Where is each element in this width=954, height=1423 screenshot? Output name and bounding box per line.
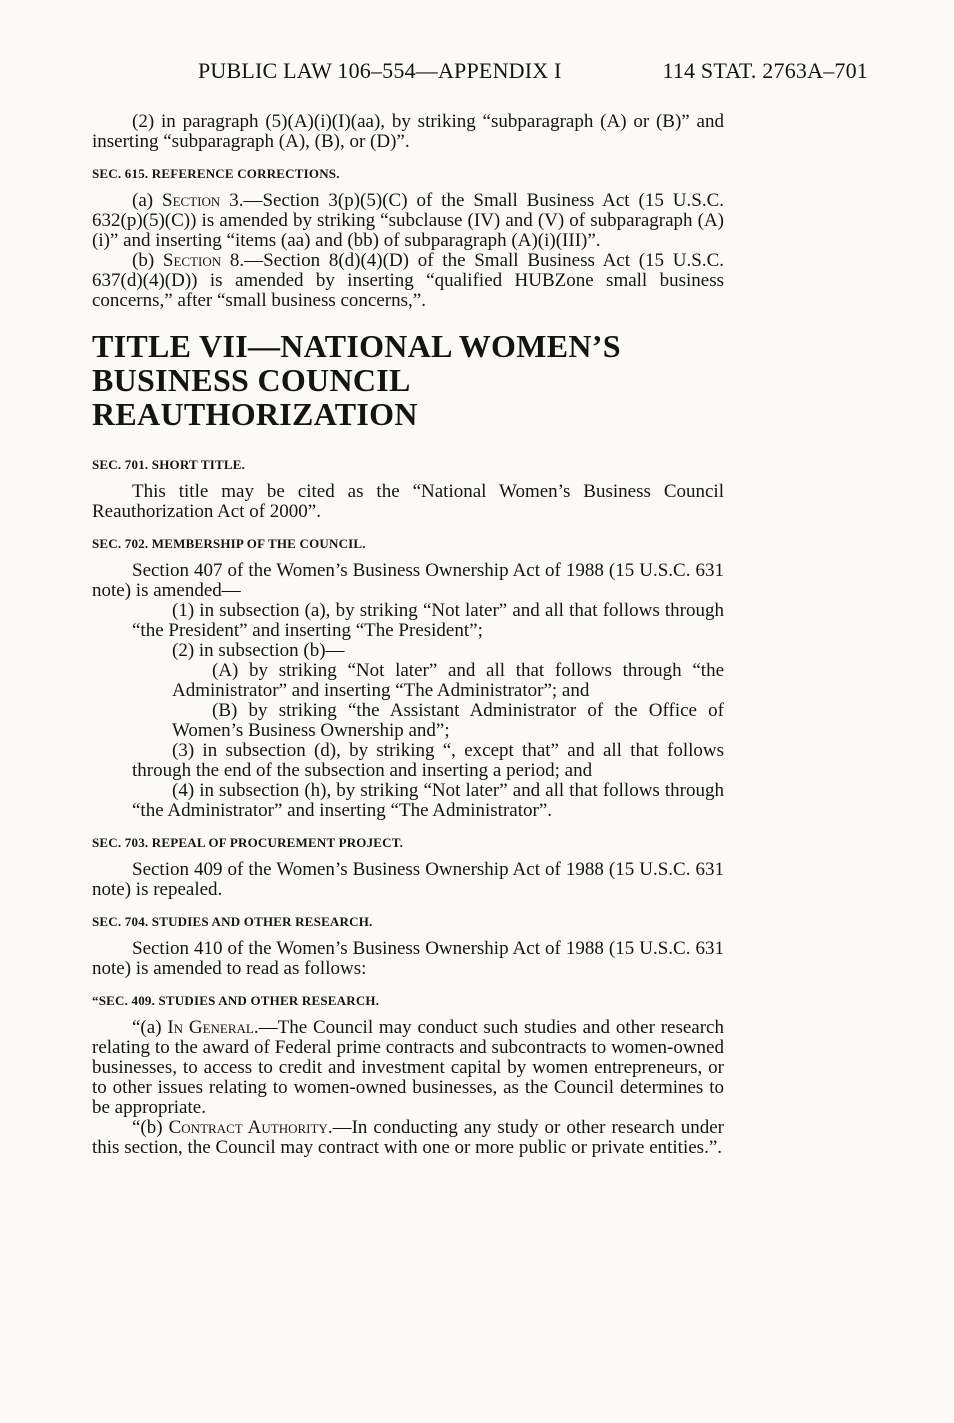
section-409-b: “(b) Contract Authority.—In conducting any study or other research under this section, the Council may contract with one or more public or private entities.”. [92,1117,725,1158]
section-702-intro: Section 407 of the Women’s Business Ownership Act of 1988 (15 U.S.C. 631 note) is amended— [92,560,724,601]
section-703-heading: SEC. 703. REPEAL OF PROCUREMENT PROJECT. [92,835,404,850]
section-701-heading: SEC. 701. SHORT TITLE. [92,457,246,472]
section-615-heading: SEC. 615. REFERENCE CORRECTIONS. [92,166,340,181]
section-702-item-1: (1) in subsection (a), by striking “Not later” and all that follows through “the President” and inserting “The President”; [132,600,724,641]
paragraph-2-amendment: (2) in paragraph (5)(A)(i)(I)(aa), by striking “subparagraph (A) or (B)” and inserting “subparagraph (A), (B), or (D)”. [92,111,724,152]
section-409-heading: “SEC. 409. STUDIES AND OTHER RESEARCH. [92,993,380,1008]
section-702-item-4: (4) in subsection (h), by striking “Not later” and all that follows through “the Administrator” and inserting “The Administrator”. [132,780,724,821]
section-702-item-2A: (A) by striking “Not later” and all that follows through “the Administrator” and inserting “The Administrator”; and [172,660,724,701]
section-702-item-2: (2) in subsection (b)— [172,640,345,661]
section-409-a: “(a) In General.—The Council may conduct such studies and other research relating to the award of Federal prime contracts and subcontracts to women-owned businesses, to access to credit and investment capital by women entrepreneurs, or to other issues relating to women-owned businesses, as the Council determines to be appropriate. [92,1017,724,1118]
section-702-item-2B: (B) by striking “the Assistant Administrator of the Office of Women’s Business Ownership and”; [172,700,724,741]
section-701-text: This title may be cited as the “National Women’s Business Council Reauthorization Act of 2000”. [92,481,724,522]
section-704-text: Section 410 of the Women’s Business Ownership Act of 1988 (15 U.S.C. 631 note) is amended to read as follows: [92,938,724,979]
section-702-heading: SEC. 702. MEMBERSHIP OF THE COUNCIL. [92,536,366,551]
section-704-heading: SEC. 704. STUDIES AND OTHER RESEARCH. [92,914,373,929]
section-702-item-3: (3) in subsection (d), by striking “, except that” and all that follows through the end of the subsection and inserting a period; and [132,740,724,781]
section-703-text: Section 409 of the Women’s Business Ownership Act of 1988 (15 U.S.C. 631 note) is repealed. [92,859,724,900]
page-header [198,58,868,84]
section-615-a: (a) Section 3.—Section 3(p)(5)(C) of the Small Business Act (15 U.S.C. 632(p)(5)(C)) is amended by striking “subclause (IV) and (V) of subparagraph (A)(i)” and inserting “items (aa) and (bb) of subparagraph (A)(i)(III)”. [92,190,724,251]
section-615-b: (b) Section 8.—Section 8(d)(4)(D) of the Small Business Act (15 U.S.C. 637(d)(4)(D)) is amended by inserting “qualified HUBZone small business concerns,” after “small business concerns,”. [92,250,724,311]
running-head: PUBLIC LAW 106–554—APPENDIX I [198,58,562,83]
page-body [92,112,724,1158]
statute-citation: 114 STAT. 2763A–701 [662,58,868,83]
title-vii-heading: TITLE VII—NATIONAL WOMEN’S BUSINESS COUNCIL REAUTHORIZATION [92,328,621,432]
